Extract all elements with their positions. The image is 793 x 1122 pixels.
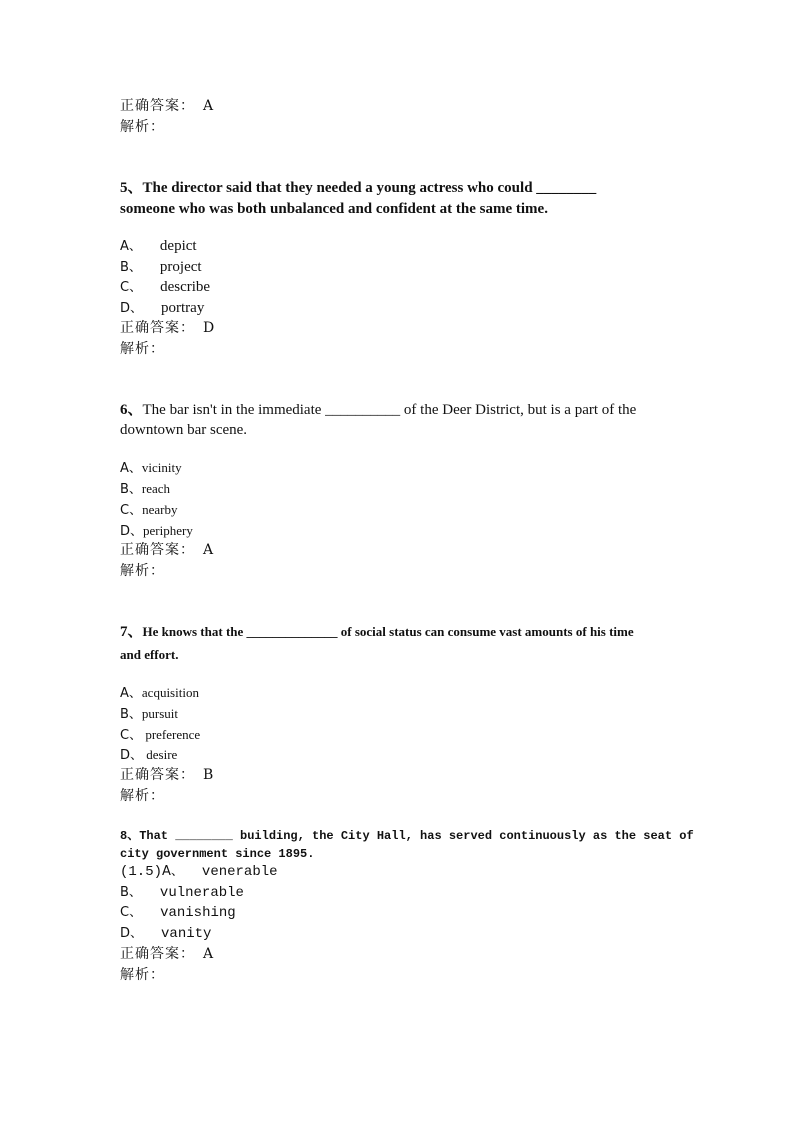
option-text: nearby — [142, 502, 178, 517]
answer-value: D — [203, 320, 216, 336]
q6-option-c — [120, 500, 177, 521]
question-text: The bar isn't in the immediate __________ of the Deer District, but is a part of the — [142, 402, 637, 418]
option-letter: B、 — [120, 482, 142, 497]
q5-option-d — [120, 298, 204, 319]
q8-option-a — [120, 862, 278, 882]
q8-stem-line1: 8、That ________ building, the City Hall, has served continuously as the seat of — [120, 829, 694, 843]
q5-stem-line1 — [120, 178, 596, 198]
q7-option-b — [120, 704, 178, 725]
q8-option-d — [120, 924, 211, 944]
answer-value: B — [203, 767, 215, 783]
answer-label: 正确答案： — [120, 946, 195, 962]
q5-stem-line2: someone who was both unbalanced and confident at the same time. — [120, 201, 548, 217]
option-text: vicinity — [141, 460, 182, 475]
option-text: reach — [141, 481, 171, 496]
q7-option-c — [120, 725, 200, 746]
q4-answer-line — [120, 96, 214, 116]
option-text: depict — [159, 238, 197, 254]
question-number: 7、 — [120, 624, 143, 640]
q5-option-b — [120, 257, 202, 278]
option-text: acquisition — [141, 685, 199, 700]
q6-stem-line2: downtown bar scene. — [120, 422, 248, 438]
q8-answer-line — [120, 944, 214, 964]
option-text: vanishing — [160, 905, 236, 921]
q8-stem-line2: city government since 1895. — [120, 847, 315, 861]
question-score: (1.5) — [120, 864, 163, 880]
option-text: preference — [142, 727, 201, 742]
option-text: periphery — [143, 523, 193, 538]
option-letter: D、 — [120, 524, 144, 539]
q7-stem-line1 — [120, 622, 634, 642]
option-letter: D、 — [120, 301, 144, 316]
q6-answer-line — [120, 540, 214, 560]
q6-analysis-label: 解析： — [120, 563, 165, 579]
option-text: vanity — [161, 926, 212, 942]
q7-option-d — [120, 745, 177, 766]
answer-label: 正确答案： — [120, 767, 195, 783]
q6-option-d — [120, 521, 193, 542]
answer-label: 正确答案： — [120, 542, 195, 558]
q7-answer-line — [120, 765, 214, 785]
option-letter: C、 — [120, 280, 143, 295]
option-text: project — [159, 259, 202, 275]
option-letter: A、 — [120, 461, 142, 476]
q7-analysis-label: 解析： — [120, 788, 165, 804]
q5-answer-line — [120, 318, 215, 338]
option-text: desire — [143, 747, 178, 762]
q5-option-c — [120, 277, 210, 298]
option-text: describe — [160, 279, 211, 295]
answer-value: A — [203, 542, 215, 558]
question-text: He knows that the ______________ of social status can consume vast amounts of his time — [142, 624, 634, 639]
option-text: venerable — [201, 864, 278, 880]
option-letter: D、 — [120, 748, 144, 763]
option-letter: A、 — [162, 864, 184, 879]
q6-option-a — [120, 458, 182, 479]
option-letter: B、 — [120, 707, 142, 722]
option-letter: C、 — [120, 503, 143, 518]
q6-stem-line1 — [120, 400, 636, 420]
option-text: pursuit — [141, 706, 179, 721]
question-number: 6、 — [120, 402, 143, 418]
option-letter: B、 — [120, 260, 142, 275]
option-text: portray — [161, 300, 205, 316]
q5-option-a — [120, 236, 197, 257]
q8-analysis-label: 解析： — [120, 967, 165, 983]
question-number: 5、 — [120, 180, 143, 196]
answer-value: A — [203, 98, 215, 114]
q7-stem-line2: and effort. — [120, 647, 179, 662]
q5-analysis-label: 解析： — [120, 341, 165, 357]
answer-label: 正确答案： — [120, 320, 195, 336]
q8-option-c — [120, 903, 236, 923]
option-letter: C、 — [120, 905, 143, 920]
option-text: vulnerable — [159, 885, 244, 901]
q4-analysis-label: 解析： — [120, 119, 165, 135]
option-letter: C、 — [120, 728, 143, 743]
q6-option-b — [120, 479, 170, 500]
option-letter: A、 — [120, 686, 142, 701]
option-letter: A、 — [120, 239, 142, 254]
q7-option-a — [120, 683, 199, 704]
question-text: The director said that they needed a young actress who could ________ — [142, 180, 597, 196]
q8-option-b — [120, 883, 244, 903]
answer-label: 正确答案： — [120, 98, 195, 114]
answer-value: A — [203, 946, 215, 962]
option-letter: B、 — [120, 885, 142, 900]
option-letter: D、 — [120, 926, 144, 941]
